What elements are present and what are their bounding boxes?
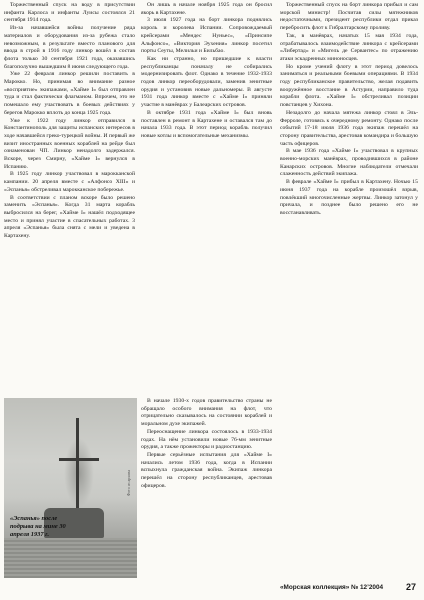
paragraph: Торжественный спуск на воду в присутствии инфанта Карлоса и инфанты Луисы состоялся 21 сентября 1914 года.: [4, 2, 135, 24]
paragraph: Торжественный спуск на борт линкора прибыл и сам морской министр! Посчитав силы мятежников недостаточными, президент республики отдал приказ перебросить флот к Гибралтарскому проливу.: [280, 2, 418, 32]
paragraph: Так, в манёврах, начатых 15 мая 1934 года, отрабатывалось взаимодействие линкора с крейсерами «Либертад» и «Мигель де Сервантес» по отражению атаки эскадренных миноносцев.: [280, 32, 418, 62]
text-column-2-lower: [141, 398, 272, 578]
text-column-3: [280, 2, 418, 580]
paragraph: В мае 1936 года «Хайме I» участвовал в крупных военно-морских манёврах, проводившихся в районе Канарских островов. Многие наблюдатели отмечали слаженность действий экипажа.: [280, 148, 418, 178]
paragraph: Уже 22 февраля линкор решили поставить в Марокко. Но, принимая во внимание разное «восприятие» экипажами, «Хайме I» был отправлен туда и стал фактически флагманом. Впрочем, это не помешало ему участвовать в боевых действиях у берегов Марокко вплоть до конца 1925 года.: [4, 71, 135, 116]
photo-mast: [76, 418, 79, 513]
photo-water: [4, 538, 137, 578]
page-number: 27: [405, 582, 416, 592]
paragraph: Незадолго до начала мятежа линкор стоял в Эль-Ферроле, готовясь к очередному ремонту. Однако после событий 17-18 июля 1936 года экипаж перешёл на сторону правительства, арестовав командира и большую часть офицеров.: [280, 109, 418, 147]
paragraph: Первые серьёзные испытания для «Хайме I» начались летом 1936 года, когда в Испании вспыхнула гражданская война. Экипаж линкора перешёл на сторону республиканцев, арестовав офицеров.: [141, 451, 272, 489]
paragraph: В 1925 году линкор участвовал в марокканской кампании. 20 апреля вместе с «Алфонсо XIII» и «Эспанья» обстреливал марокканское побережье.: [4, 171, 135, 193]
photo-yard: [59, 458, 99, 461]
photo-credit: Фото из архива: [126, 470, 131, 497]
paragraph: Из-за начавшейся войны получение ряда материалов и оборудования из-за рубежа стало невозможным, в результате вместо планового для ввода в строй в 1916 году линкор вошёл в состав флота только 30 сентября 1921 года, оказавшись благополучно вышедшим 8 июня следующего года.: [4, 25, 135, 70]
paragraph: Уже к 1922 году линкор отправился в Константинополь для защиты испанских интересов в ходе начавшейся греко-турецкой войны. И первый же визит иностранных военных кораблей на рейде был ознаменован ЧП. Линкор ненадолго задержался. Вскоре, через Смирну, «Хайме I» вернулся в Испанию.: [4, 117, 135, 170]
paragraph: Он лишь в начале ноября 1925 года он бросил якорь в Картахене.: [141, 2, 272, 16]
text-column-2: [141, 2, 272, 398]
journal-title: «Морская коллекция» № 12’2004: [280, 584, 384, 591]
paragraph: 3 июля 1927 года на борт линкора поднялись король и королева Испании. Сопровождаемый крейсерами «Мендес Нуньес», «Принсипе Альфонсо», «Виктория Эухения» линкор посетил порты Сеуты, Мелильи и Бильбао.: [141, 17, 272, 55]
paragraph: В октябре 1931 года «Хайме I» был вновь поставлен в ремонт в Картахене и оставался там до начала 1933 года. В этот период корабль получил новые котлы и вспомогательные механизмы.: [141, 109, 272, 139]
paragraph: В феврале «Хайме I» прибыл в Картахену. Ночью 15 июня 1937 года на корабле произошёл взрыв, повлёкший многочисленные жертвы. Линкор затонул у причала, и позднее было решено его не восстанавливать.: [280, 179, 418, 216]
paragraph: В начале 1930-х годов правительство страны не обращало особого внимания на флот, что отрицательно сказывалось на состоянии кораблей и моральном духе экипажей.: [141, 398, 272, 428]
paragraph: Но кроме учений флоту в этот период довелось заниматься и реальными боевыми операциями. В 1934 году республиканское правительство, желая подавить вооружённое восстание в Астурии, направило туда корабли флота. «Хайме I» обстреливал позиции повстанцев у Хихона.: [280, 63, 418, 109]
paragraph: Переоснащение линкора состоялось в 1933-1934 годах. На нём установили новые 76-мм зенитные орудия, а также прожекторы и радиостанцию.: [141, 428, 272, 451]
photo-caption: «Эспанья» после подрыва на мине 30 апреля 1937 г.: [10, 515, 66, 538]
paragraph: Как ни странно, но пришедшие к власти республиканцы поначалу не собирались модернизировать флот. Однако в течение 1932-1933 годов линкор переоборудовали, заменив зенитные орудия и установив новые дальномеры. В августе 1931 года линкор вместе с «Хайме I» приняли участие в манёврах у Балеарских островов.: [141, 55, 272, 109]
photo-smoke: [64, 438, 94, 508]
page-footer: [280, 584, 420, 591]
text-column-1: [4, 2, 135, 398]
paragraph: В соответствии с планом вскоре было решено заменить «Эспанья». Когда 31 марта корабль выбросился на берег, «Хайме I» нашёл подходящее место и принял участие в спасательных работах. 3 апреля «Эспанья» была снята с мели и уведена в Картахену.: [4, 194, 135, 240]
ship-photo: [4, 398, 137, 578]
